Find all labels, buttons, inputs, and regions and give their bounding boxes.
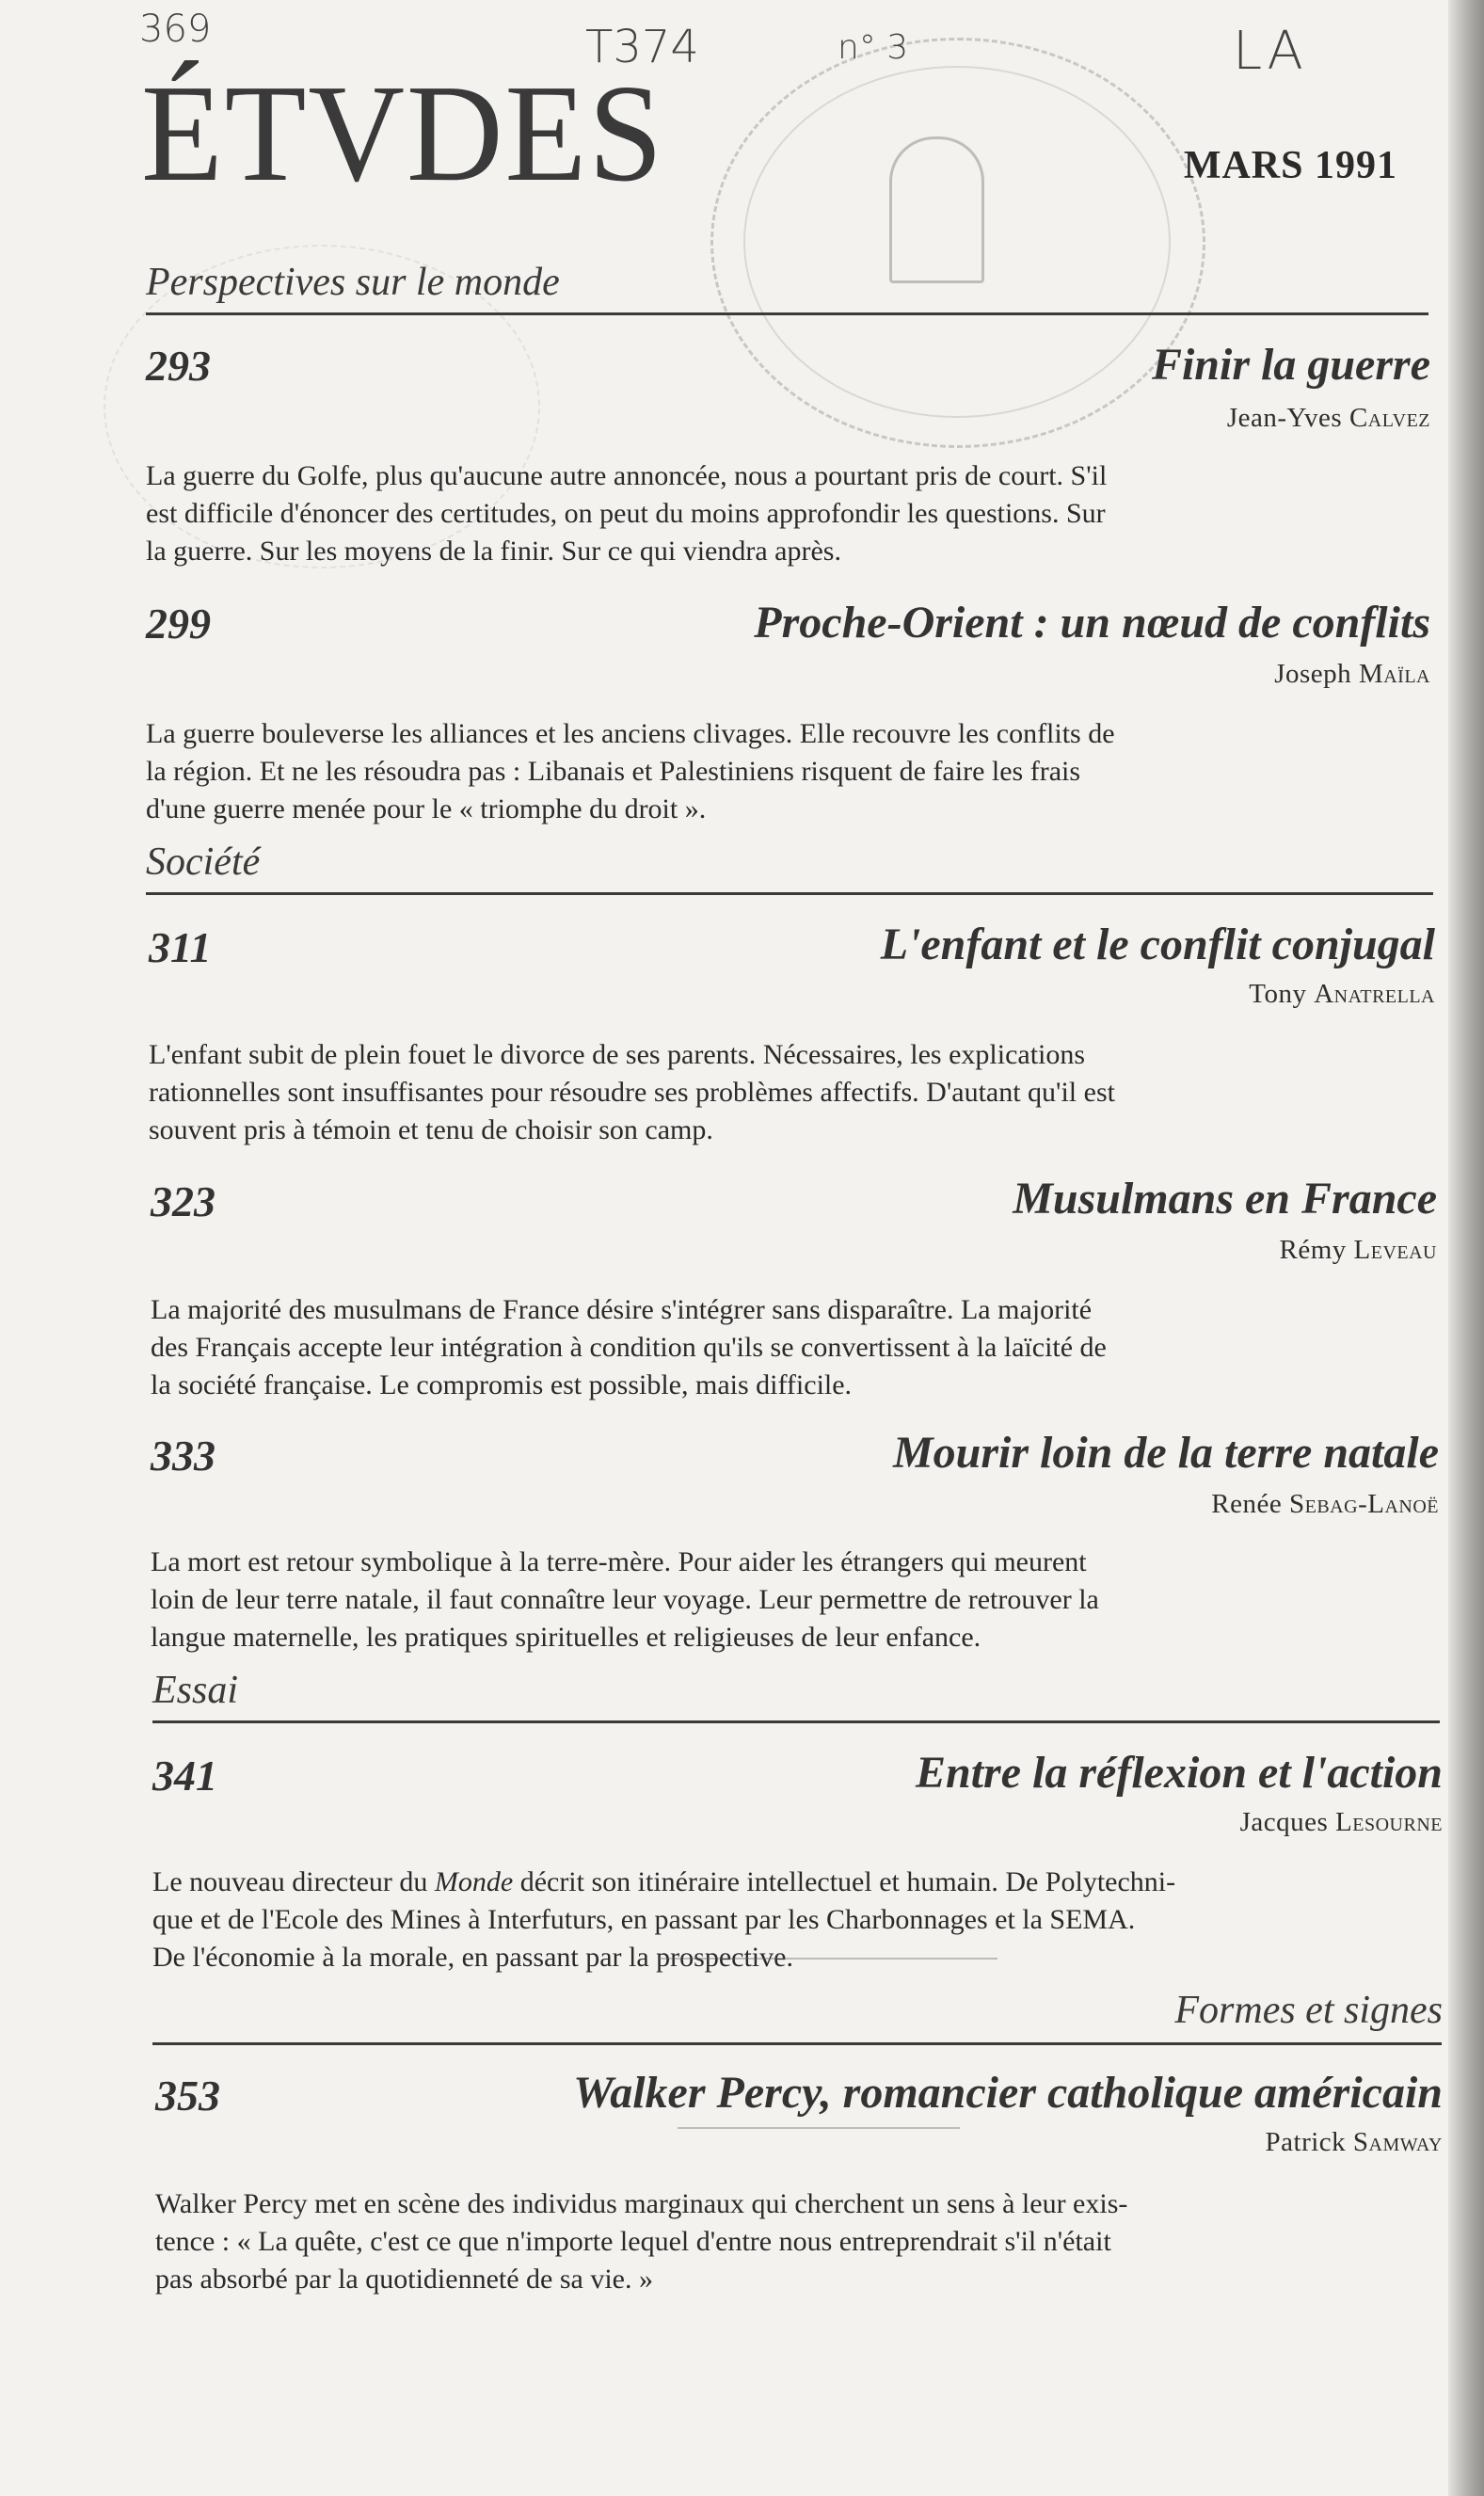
abstract-line: la région. Et ne les résoudra pas : Libanais et Palestiniens risquent de faire les frais bbox=[146, 756, 1081, 787]
issue-date: MARS 1991 bbox=[1183, 144, 1397, 187]
article-author bbox=[1266, 2127, 1443, 2158]
author-last-name: Maïla bbox=[1358, 659, 1430, 689]
abstract-line: la guerre. Sur les moyens de la finir. Sur ce qui viendra après. bbox=[146, 536, 841, 567]
section-rule bbox=[152, 2042, 1442, 2045]
bleed-through-mark bbox=[678, 2127, 960, 2129]
handwritten-note-3: n° 3 bbox=[838, 28, 909, 67]
abstract-italic-text: Monde bbox=[434, 1866, 514, 1897]
abstract-line: pas absorbé par la quotidienneté de sa vie. » bbox=[155, 2264, 653, 2295]
article-abstract bbox=[152, 1864, 1175, 1976]
author-last-name: Calvez bbox=[1348, 403, 1430, 433]
abstract-text: Le nouveau directeur du bbox=[152, 1866, 435, 1897]
article-author bbox=[1279, 1235, 1437, 1266]
article-page-number: 323 bbox=[151, 1177, 215, 1225]
author-last-name: Samway bbox=[1352, 2127, 1443, 2157]
abstract-line: tence : « La quête, c'est ce que n'importe lequel d'entre nous entreprendrait s'il n'était bbox=[155, 2226, 1111, 2257]
author-first-name: Rémy bbox=[1279, 1235, 1347, 1265]
author-last-name: Sebag-Lanoë bbox=[1289, 1489, 1439, 1519]
abstract-line bbox=[152, 1864, 1175, 1901]
abstract-line: des Français accepte leur intégration à condition qu'ils se convertissent à la laïcité de bbox=[151, 1332, 1107, 1363]
author-first-name: Jean-Yves bbox=[1226, 403, 1343, 433]
article-author bbox=[1274, 659, 1430, 690]
abstract-line: langue maternelle, les pratiques spirituelles et religieuses de leur enfance. bbox=[151, 1622, 981, 1653]
article-page-number: 299 bbox=[146, 600, 211, 648]
article-page-number: 311 bbox=[149, 923, 212, 971]
abstract-line: La guerre bouleverse les alliances et les anciens clivages. Elle recouvre les conflits de bbox=[146, 718, 1115, 749]
abstract-line: loin de leur terre natale, il faut connaître leur voyage. Leur permettre de retrouver la bbox=[151, 1584, 1099, 1615]
abstract-line: L'enfant subit de plein fouet le divorce de ses parents. Nécessaires, les explications bbox=[149, 1039, 1086, 1070]
article-page-number: 341 bbox=[152, 1752, 217, 1800]
author-last-name: Lesourne bbox=[1335, 1807, 1443, 1837]
article-abstract bbox=[151, 1544, 1099, 1656]
author-first-name: Tony bbox=[1249, 979, 1307, 1009]
article-abstract bbox=[151, 1291, 1107, 1404]
article-author bbox=[1211, 1489, 1439, 1520]
abstract-line: rationnelles sont insuffisantes pour résoudre ses problèmes affectifs. D'autant qu'il est bbox=[149, 1077, 1115, 1108]
abstract-line: La guerre du Golfe, plus qu'aucune autre annoncée, nous a pourtant pris de court. S'il bbox=[146, 460, 1108, 491]
section-rule bbox=[146, 312, 1428, 315]
article-author bbox=[1249, 979, 1435, 1010]
abstract-line: La mort est retour symbolique à la terre-mère. Pour aider les étrangers qui meurent bbox=[151, 1546, 1087, 1577]
author-first-name: Patrick bbox=[1265, 2127, 1347, 2157]
library-stamp-arch-icon bbox=[889, 136, 984, 283]
article-title: Entre la réflexion et l'action bbox=[916, 1748, 1443, 1798]
abstract-line: que et de l'Ecole des Mines à Interfuturs, en passant par les Charbonnages et la SEMA. bbox=[152, 1904, 1136, 1935]
author-last-name: Anatrella bbox=[1314, 979, 1435, 1009]
abstract-line: souvent pris à témoin et tenu de choisir son camp. bbox=[149, 1114, 713, 1145]
article-title: Mourir loin de la terre natale bbox=[892, 1428, 1439, 1478]
article-title: L'enfant et le conflit conjugal bbox=[880, 920, 1435, 969]
article-abstract bbox=[149, 1036, 1115, 1149]
article-title: Proche-Orient : un nœud de conflits bbox=[754, 598, 1430, 648]
author-first-name: Jacques bbox=[1239, 1807, 1329, 1837]
author-last-name: Leveau bbox=[1353, 1235, 1437, 1265]
handwritten-note-4: LA bbox=[1233, 21, 1307, 82]
article-page-number: 353 bbox=[155, 2072, 220, 2120]
abstract-text: décrit son itinéraire intellectuel et humain. De Polytechni- bbox=[513, 1866, 1176, 1897]
article-abstract bbox=[155, 2185, 1127, 2298]
abstract-line: Walker Percy met en scène des individus marginaux qui cherchent un sens à leur exis- bbox=[155, 2188, 1128, 2219]
abstract-line: De l'économie à la morale, en passant par la prospective. bbox=[152, 1942, 793, 1973]
article-title: Finir la guerre bbox=[1151, 340, 1430, 390]
section-rule bbox=[146, 892, 1433, 895]
abstract-line: La majorité des musulmans de France désire s'intégrer sans disparaître. La majorité bbox=[151, 1294, 1093, 1325]
abstract-line: est difficile d'énoncer des certitudes, on peut du moins approfondir les questions. Sur bbox=[146, 498, 1106, 529]
article-title: Walker Percy, romancier catholique américain bbox=[573, 2068, 1443, 2118]
article-author bbox=[1227, 403, 1430, 434]
author-first-name: Joseph bbox=[1274, 659, 1352, 689]
abstract-line: la société française. Le compromis est possible, mais difficile. bbox=[151, 1369, 853, 1400]
bleed-through-mark bbox=[659, 1958, 997, 1960]
section-rule bbox=[152, 1720, 1440, 1723]
section-heading: Société bbox=[146, 840, 261, 884]
abstract-line: d'une guerre menée pour le « triomphe du droit ». bbox=[146, 793, 707, 824]
handwritten-note-1: 369 bbox=[139, 8, 212, 51]
article-page-number: 333 bbox=[151, 1432, 215, 1480]
book-spine-edge bbox=[1448, 0, 1484, 2496]
article-title: Musulmans en France bbox=[1013, 1174, 1437, 1224]
article-abstract bbox=[146, 457, 1107, 570]
section-heading: Perspectives sur le monde bbox=[146, 261, 560, 304]
section-heading: Formes et signes bbox=[1174, 1989, 1443, 2032]
section-heading: Essai bbox=[152, 1669, 239, 1712]
handwritten-note-2: T374 bbox=[585, 21, 699, 73]
article-abstract bbox=[146, 715, 1115, 828]
article-page-number: 293 bbox=[146, 342, 211, 390]
magazine-title: ÉTVDES bbox=[141, 56, 665, 211]
article-author bbox=[1240, 1807, 1443, 1838]
author-first-name: Renée bbox=[1211, 1489, 1283, 1519]
